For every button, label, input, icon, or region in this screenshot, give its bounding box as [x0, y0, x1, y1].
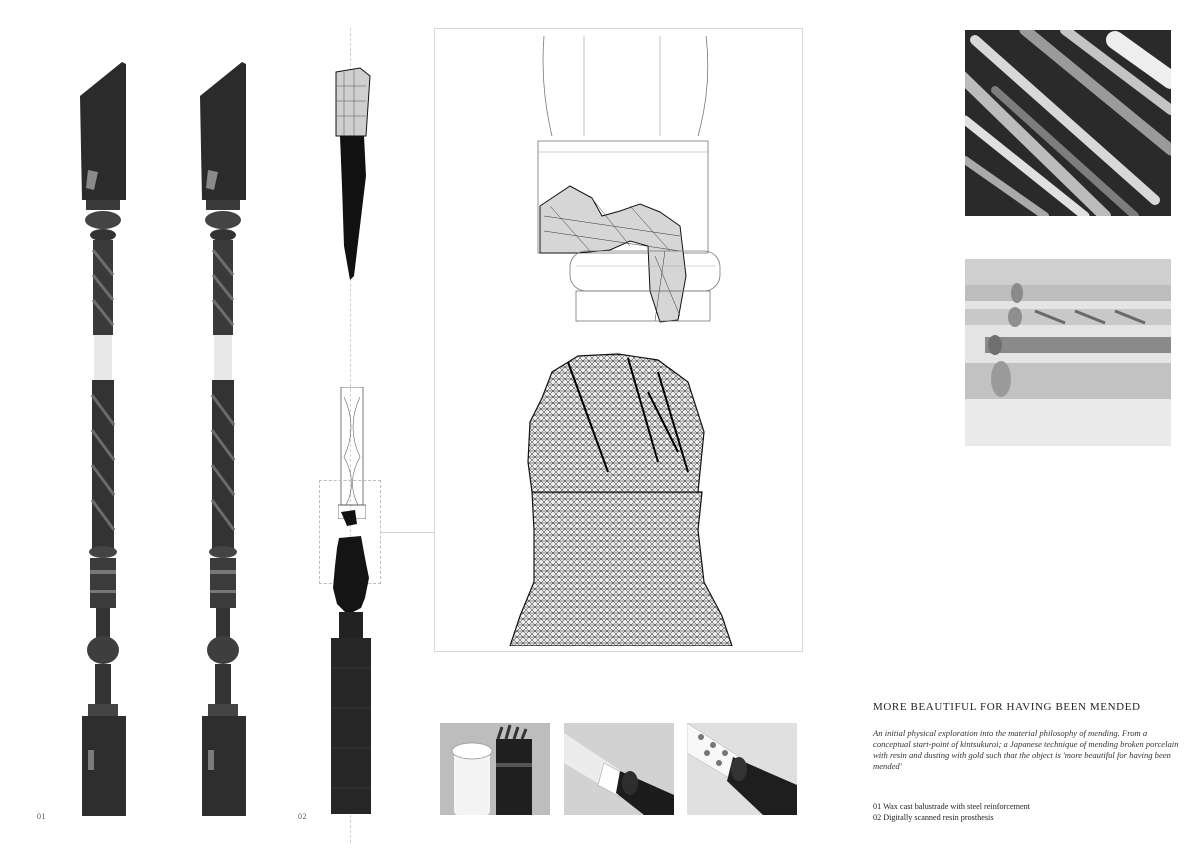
scan-mesh-top	[330, 66, 374, 286]
project-title: MORE BEAUTIFUL FOR HAVING BEEN MENDED	[873, 701, 1141, 713]
balusters-row-photo	[965, 259, 1171, 446]
caption-02: 02 Digitally scanned resin prosthesis	[873, 812, 994, 822]
resin-prosthesis-photo-1	[440, 723, 550, 815]
figure-captions	[873, 802, 1030, 823]
figure-02-label: 02	[298, 812, 307, 821]
resin-prosthesis-photo-3	[687, 723, 797, 815]
figure-01-label: 01	[37, 812, 46, 821]
salvaged-balusters-photo	[965, 30, 1171, 216]
mesh-detail-upper	[530, 36, 730, 326]
resin-prosthesis-photo-2	[564, 723, 674, 815]
balustrade-photo-left	[78, 60, 130, 816]
balustrade-photo-right	[198, 60, 250, 816]
scan-mesh-bottom	[325, 508, 375, 814]
mesh-detail-lower	[508, 352, 734, 646]
caption-01: 01 Wax cast balustrade with steel reinforcement	[873, 802, 1030, 811]
detail-connector-line	[381, 532, 435, 533]
project-description: An initial physical exploration into the material philosophy of mending. From a conceptual start-point of kintsukuroi; a Japanese technique of mending broken porcelain with resin and dusting with gold such that the object is 'more beautiful for having been mended'	[873, 728, 1179, 771]
